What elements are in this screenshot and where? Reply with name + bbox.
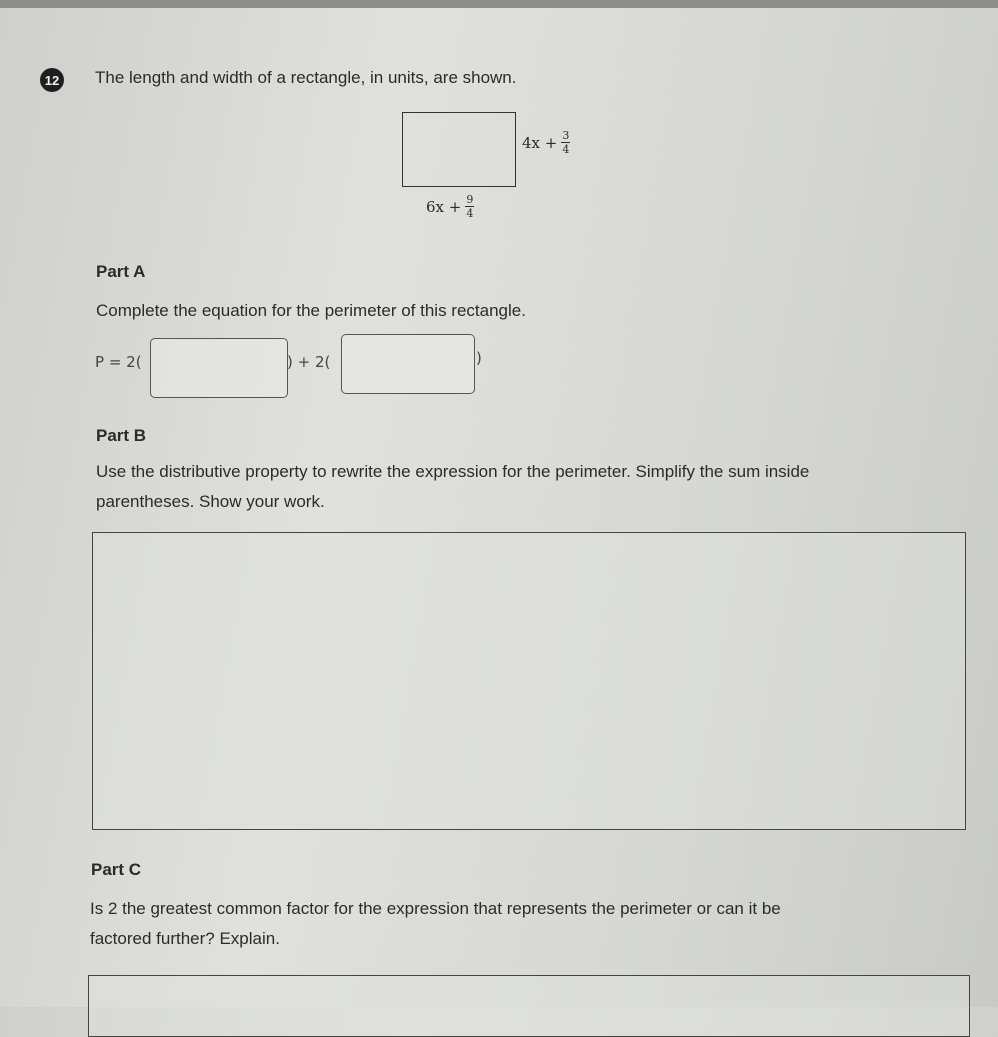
part-a-heading: Part A — [96, 262, 146, 281]
part-b-instruction-line2: parentheses. Show your work. — [96, 492, 325, 511]
width-denominator: 4 — [562, 143, 570, 156]
part-b-heading: Part B — [96, 426, 147, 445]
part-c-heading: Part C — [91, 860, 142, 879]
answer-box-1[interactable] — [150, 338, 288, 398]
answer-box-2[interactable] — [341, 334, 475, 394]
width-fraction — [561, 130, 570, 155]
length-term: 6x + — [426, 197, 462, 216]
rectangle-width-label — [522, 130, 570, 155]
question-text: The length and width of a rectangle, in units, are shown. — [95, 68, 517, 87]
equation-end: ) — [476, 349, 482, 367]
length-numerator: 9 — [466, 193, 474, 206]
part-c-instruction-line2: factored further? Explain. — [90, 929, 280, 948]
part-c-answer-area[interactable] — [88, 975, 970, 1037]
question-number-badge: 12 — [40, 68, 64, 92]
part-c-instruction-line1: Is 2 the greatest common factor for the expression that represents the perimeter or can it be — [90, 899, 781, 918]
length-fraction — [465, 194, 474, 219]
equation-start: P = 2( — [95, 353, 142, 371]
width-numerator: 3 — [562, 129, 570, 142]
width-term: 4x + — [522, 133, 558, 152]
page-top-edge — [0, 0, 998, 8]
equation-middle: ) + 2( — [287, 353, 331, 371]
part-b-work-area[interactable] — [92, 532, 966, 830]
length-denominator: 4 — [466, 207, 474, 220]
part-b-instruction-line1: Use the distributive property to rewrite the expression for the perimeter. Simplify the sum inside — [96, 462, 810, 481]
rectangle-length-label — [426, 194, 474, 219]
rectangle-diagram — [402, 112, 516, 187]
part-a-instruction: Complete the equation for the perimeter of this rectangle. — [96, 301, 526, 320]
